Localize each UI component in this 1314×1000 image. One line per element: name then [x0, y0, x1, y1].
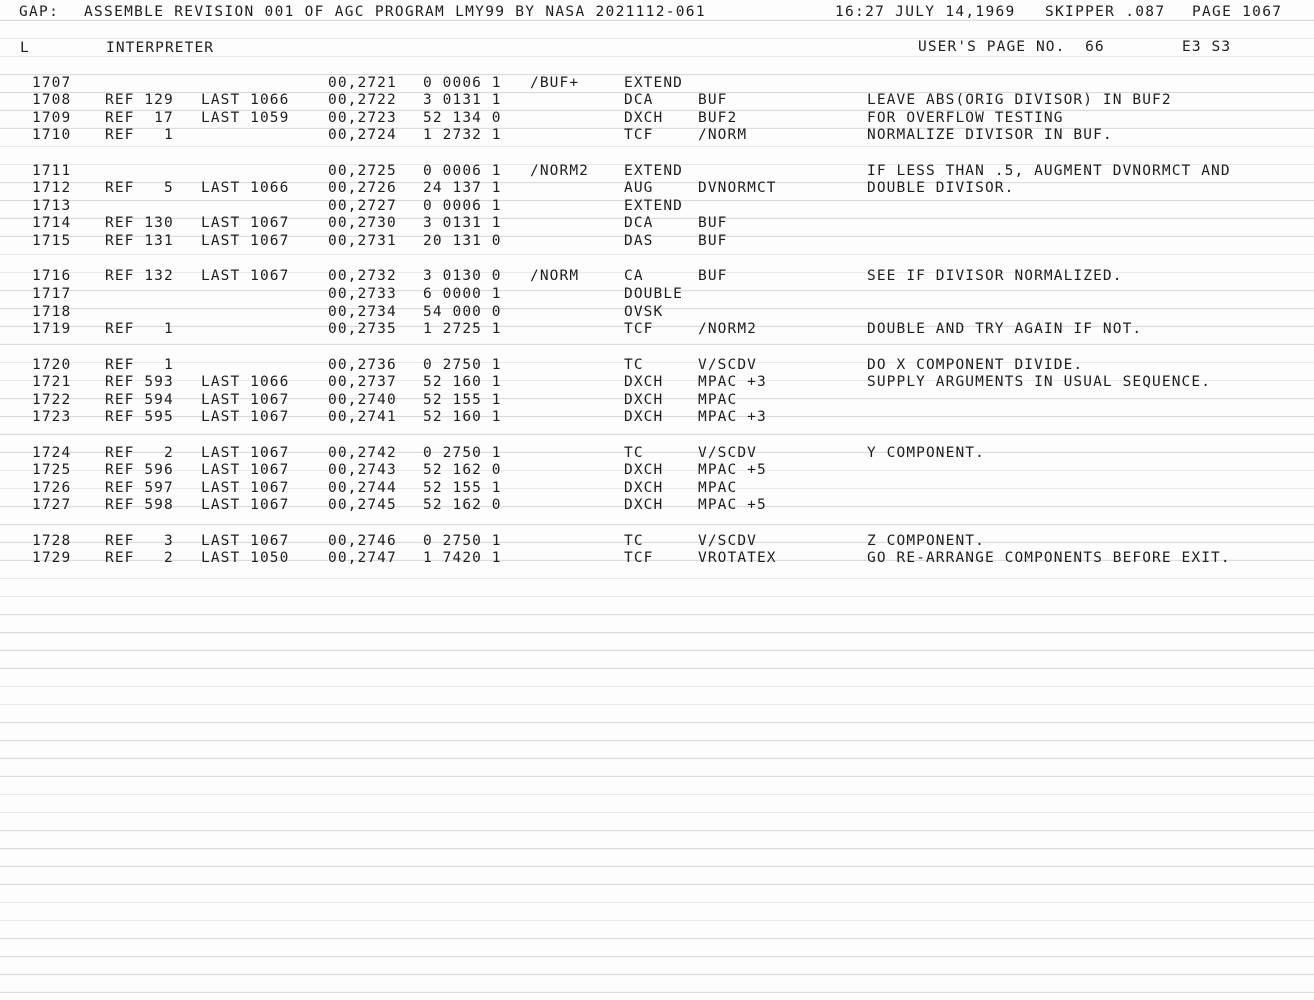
object-word: 0 0006 1: [423, 198, 502, 214]
listing-row: [0, 92, 1314, 110]
last-field: LAST 1067: [201, 445, 290, 461]
last-field: LAST 1067: [201, 533, 290, 549]
address: 00,2736: [328, 357, 397, 373]
object-word: 52 155 1: [423, 480, 502, 496]
section-code: E3 S3: [1182, 39, 1232, 55]
operand: BUF: [698, 268, 728, 284]
address: 00,2723: [328, 110, 397, 126]
opcode: TCF: [624, 321, 654, 337]
opcode: EXTEND: [624, 198, 683, 214]
last-field: LAST 1067: [201, 392, 290, 408]
comment: FOR OVERFLOW TESTING: [867, 110, 1064, 126]
last-field: LAST 1067: [201, 268, 290, 284]
line-number: 1725: [32, 462, 72, 478]
listing-row: [0, 392, 1314, 410]
operand: MPAC +5: [698, 497, 767, 513]
line-number: 1717: [32, 286, 72, 302]
object-word: 54 000 0: [423, 304, 502, 320]
operand: /NORM: [698, 127, 748, 143]
ref-field: REF 2: [105, 550, 174, 566]
opcode: DXCH: [624, 462, 664, 478]
listing-row: [0, 550, 1314, 568]
last-field: LAST 1067: [201, 462, 290, 478]
listing-row: [0, 480, 1314, 498]
object-word: 0 2750 1: [423, 445, 502, 461]
last-field: LAST 1059: [201, 110, 290, 126]
listing-row: [0, 321, 1314, 339]
address: 00,2725: [328, 163, 397, 179]
left-mark: L: [20, 40, 30, 56]
line-number: 1723: [32, 409, 72, 425]
listing-row: [0, 268, 1314, 286]
users-page-number: USER'S PAGE NO. 66: [918, 39, 1105, 55]
object-word: 1 7420 1: [423, 550, 502, 566]
operand: V/SCDV: [698, 357, 757, 373]
last-field: LAST 1067: [201, 233, 290, 249]
ref-field: REF 3: [105, 533, 174, 549]
operand: MPAC +5: [698, 462, 767, 478]
last-field: LAST 1067: [201, 497, 290, 513]
ref-field: REF 129: [105, 92, 174, 108]
ref-field: REF 1: [105, 127, 174, 143]
opcode: DCA: [624, 215, 654, 231]
object-word: 52 134 0: [423, 110, 502, 126]
object-word: 3 0131 1: [423, 215, 502, 231]
opcode: DAS: [624, 233, 654, 249]
operand: V/SCDV: [698, 445, 757, 461]
address: 00,2745: [328, 497, 397, 513]
listing-row: [0, 409, 1314, 427]
object-word: 3 0131 1: [423, 92, 502, 108]
opcode: TC: [624, 357, 644, 373]
ref-field: REF 132: [105, 268, 174, 284]
object-word: 52 160 1: [423, 409, 502, 425]
symbol-label: /NORM: [530, 268, 580, 284]
listing-row: [0, 215, 1314, 233]
last-field: LAST 1067: [201, 409, 290, 425]
opcode: DXCH: [624, 497, 664, 513]
ref-field: REF 1: [105, 357, 174, 373]
line-number: 1722: [32, 392, 72, 408]
ref-field: REF 593: [105, 374, 174, 390]
line-number: 1710: [32, 127, 72, 143]
listing-row: [0, 357, 1314, 375]
listing-row: [0, 75, 1314, 93]
operand: MPAC +3: [698, 409, 767, 425]
operand: MPAC: [698, 392, 738, 408]
opcode: TC: [624, 445, 644, 461]
line-number: 1728: [32, 533, 72, 549]
last-field: LAST 1066: [201, 374, 290, 390]
opcode: DXCH: [624, 374, 664, 390]
operand: BUF2: [698, 110, 738, 126]
address: 00,2730: [328, 215, 397, 231]
skipper-label: SKIPPER .087: [1045, 4, 1166, 20]
object-word: 52 155 1: [423, 392, 502, 408]
listing-title: ASSEMBLE REVISION 001 OF AGC PROGRAM LMY99 BY NASA 2021112-061: [84, 4, 706, 20]
object-word: 0 0006 1: [423, 163, 502, 179]
line-number: 1709: [32, 110, 72, 126]
timestamp: 16:27 JULY 14,1969: [835, 4, 1016, 20]
line-number: 1724: [32, 445, 72, 461]
operand: BUF: [698, 233, 728, 249]
ref-field: REF 596: [105, 462, 174, 478]
symbol-label: /NORM2: [530, 163, 589, 179]
opcode: TC: [624, 533, 644, 549]
ref-field: REF 17: [105, 110, 174, 126]
ref-field: REF 131: [105, 233, 174, 249]
last-field: LAST 1066: [201, 180, 290, 196]
last-field: LAST 1067: [201, 480, 290, 496]
opcode: EXTEND: [624, 163, 683, 179]
page-number: PAGE 1067: [1192, 4, 1283, 20]
object-word: 24 137 1: [423, 180, 502, 196]
address: 00,2735: [328, 321, 397, 337]
opcode: DCA: [624, 92, 654, 108]
operand: VROTATEX: [698, 550, 777, 566]
ref-field: REF 2: [105, 445, 174, 461]
operand: V/SCDV: [698, 533, 757, 549]
listing-row: [0, 233, 1314, 251]
object-word: 6 0000 1: [423, 286, 502, 302]
opcode: OVSK: [624, 304, 664, 320]
listing-row: [0, 462, 1314, 480]
line-number: 1707: [32, 75, 72, 91]
comment: SUPPLY ARGUMENTS IN USUAL SEQUENCE.: [867, 374, 1212, 390]
object-word: 0 2750 1: [423, 357, 502, 373]
last-field: LAST 1050: [201, 550, 290, 566]
address: 00,2721: [328, 75, 397, 91]
comment: DO X COMPONENT DIVIDE.: [867, 357, 1084, 373]
object-word: 1 2725 1: [423, 321, 502, 337]
ref-field: REF 5: [105, 180, 174, 196]
opcode: DXCH: [624, 110, 664, 126]
comment: DOUBLE DIVISOR.: [867, 180, 1015, 196]
object-word: 0 2750 1: [423, 533, 502, 549]
listing-row: [0, 304, 1314, 322]
opcode: CA: [624, 268, 644, 284]
listing-row: [0, 497, 1314, 515]
address: 00,2733: [328, 286, 397, 302]
ref-field: REF 130: [105, 215, 174, 231]
address: 00,2732: [328, 268, 397, 284]
line-number: 1713: [32, 198, 72, 214]
opcode: TCF: [624, 127, 654, 143]
address: 00,2737: [328, 374, 397, 390]
address: 00,2743: [328, 462, 397, 478]
ref-field: REF 595: [105, 409, 174, 425]
line-number: 1714: [32, 215, 72, 231]
address: 00,2722: [328, 92, 397, 108]
opcode: DOUBLE: [624, 286, 683, 302]
listing-row: [0, 533, 1314, 551]
address: 00,2741: [328, 409, 397, 425]
operand: BUF: [698, 215, 728, 231]
line-number: 1729: [32, 550, 72, 566]
object-word: 20 131 0: [423, 233, 502, 249]
comment: IF LESS THAN .5, AUGMENT DVNORMCT AND: [867, 163, 1231, 179]
address: 00,2740: [328, 392, 397, 408]
comment: GO RE-ARRANGE COMPONENTS BEFORE EXIT.: [867, 550, 1231, 566]
listing-row: [0, 110, 1314, 128]
line-number: 1719: [32, 321, 72, 337]
address: 00,2746: [328, 533, 397, 549]
address: 00,2742: [328, 445, 397, 461]
opcode: DXCH: [624, 409, 664, 425]
opcode: TCF: [624, 550, 654, 566]
listing-row: [0, 286, 1314, 304]
opcode: AUG: [624, 180, 654, 196]
address: 00,2744: [328, 480, 397, 496]
listing-row: [0, 127, 1314, 145]
opcode: DXCH: [624, 480, 664, 496]
object-word: 52 162 0: [423, 462, 502, 478]
address: 00,2731: [328, 233, 397, 249]
object-word: 52 162 0: [423, 497, 502, 513]
last-field: LAST 1066: [201, 92, 290, 108]
line-number: 1715: [32, 233, 72, 249]
object-word: 0 0006 1: [423, 75, 502, 91]
comment: NORMALIZE DIVISOR IN BUF.: [867, 127, 1113, 143]
operand: DVNORMCT: [698, 180, 777, 196]
line-number: 1712: [32, 180, 72, 196]
object-word: 3 0130 0: [423, 268, 502, 284]
comment: SEE IF DIVISOR NORMALIZED.: [867, 268, 1123, 284]
comment: Y COMPONENT.: [867, 445, 985, 461]
listing-row: [0, 198, 1314, 216]
object-word: 1 2732 1: [423, 127, 502, 143]
address: 00,2724: [328, 127, 397, 143]
comment: DOUBLE AND TRY AGAIN IF NOT.: [867, 321, 1143, 337]
listing-row: [0, 163, 1314, 181]
line-number: 1726: [32, 480, 72, 496]
section-title: INTERPRETER: [106, 40, 215, 56]
address: 00,2727: [328, 198, 397, 214]
listing-row: [0, 374, 1314, 392]
ref-field: REF 598: [105, 497, 174, 513]
address: 00,2726: [328, 180, 397, 196]
opcode: EXTEND: [624, 75, 683, 91]
ref-field: REF 597: [105, 480, 174, 496]
operand: BUF: [698, 92, 728, 108]
line-number: 1711: [32, 163, 72, 179]
ref-field: REF 1: [105, 321, 174, 337]
line-number: 1718: [32, 304, 72, 320]
line-number: 1708: [32, 92, 72, 108]
operand: MPAC +3: [698, 374, 767, 390]
gap-label: GAP:: [19, 4, 60, 20]
line-number: 1716: [32, 268, 72, 284]
object-word: 52 160 1: [423, 374, 502, 390]
operand: MPAC: [698, 480, 738, 496]
line-number: 1727: [32, 497, 72, 513]
listing-row: [0, 180, 1314, 198]
address: 00,2747: [328, 550, 397, 566]
comment: Z COMPONENT.: [867, 533, 985, 549]
comment: LEAVE ABS(ORIG DIVISOR) IN BUF2: [867, 92, 1172, 108]
ref-field: REF 594: [105, 392, 174, 408]
line-number: 1720: [32, 357, 72, 373]
operand: /NORM2: [698, 321, 757, 337]
address: 00,2734: [328, 304, 397, 320]
listing-row: [0, 445, 1314, 463]
symbol-label: /BUF+: [530, 75, 580, 91]
opcode: DXCH: [624, 392, 664, 408]
line-number: 1721: [32, 374, 72, 390]
last-field: LAST 1067: [201, 215, 290, 231]
